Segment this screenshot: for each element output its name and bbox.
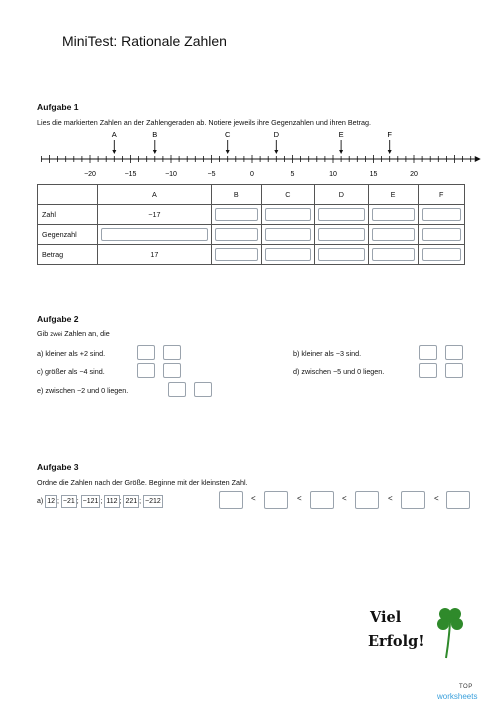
- answer-field[interactable]: [101, 228, 208, 241]
- mark-arrowhead: [226, 150, 230, 154]
- answer-field[interactable]: [372, 228, 415, 241]
- mark-label: B: [152, 130, 158, 139]
- col-header: A: [98, 185, 212, 205]
- table-row-zahl: [38, 205, 465, 225]
- order-box[interactable]: [355, 491, 379, 509]
- number-list: a) 12 ; −21 ; −121 ; 112 ; 221 ; −212: [37, 495, 163, 508]
- answer-box[interactable]: [445, 345, 463, 360]
- tick-label: −5: [207, 171, 216, 178]
- task2-heading: Aufgabe 2: [37, 314, 79, 324]
- tick-label: 10: [329, 171, 337, 178]
- task3-instruction: Ordne die Zahlen nach der Größe. Beginne mit der kleinsten Zahl.: [37, 478, 248, 487]
- number-chip[interactable]: −212: [143, 495, 163, 508]
- mark-arrowhead: [153, 150, 157, 154]
- col-header: C: [261, 185, 314, 205]
- number-chip[interactable]: −21: [61, 495, 77, 508]
- answer-box[interactable]: [163, 363, 181, 378]
- answer-box[interactable]: [445, 363, 463, 378]
- table-row-betrag: [38, 245, 465, 265]
- col-header: E: [368, 185, 418, 205]
- answer-box[interactable]: [137, 363, 155, 378]
- tick-label: 5: [290, 171, 295, 178]
- item-a: a) kleiner als +2 sind.: [37, 349, 106, 358]
- answer-table: [37, 184, 465, 265]
- item-b: b) kleiner als −3 sind.: [293, 349, 362, 358]
- mark-label: E: [338, 130, 344, 139]
- less-than-sign: <: [251, 494, 256, 503]
- col-header: B: [211, 185, 261, 205]
- viel-text: Viel: [370, 609, 402, 626]
- answer-field[interactable]: [318, 228, 364, 241]
- tick-label: −10: [165, 171, 177, 178]
- col-header: F: [418, 185, 465, 205]
- answer-box[interactable]: [194, 382, 212, 397]
- task2-intro: [37, 329, 110, 338]
- answer-box[interactable]: [163, 345, 181, 360]
- answer-box[interactable]: [419, 345, 437, 360]
- erfolg-text: Erfolg!: [368, 633, 425, 650]
- row-label: Gegenzahl: [38, 225, 98, 245]
- order-box[interactable]: [446, 491, 470, 509]
- col-header: D: [315, 185, 368, 205]
- answer-field[interactable]: [265, 208, 311, 221]
- answer-field[interactable]: [215, 228, 258, 241]
- intro-text: Zahlen an, die: [64, 329, 110, 338]
- answer-field[interactable]: [372, 208, 415, 221]
- mark-label: C: [224, 130, 231, 139]
- number-chip[interactable]: −121: [81, 495, 101, 508]
- item-c: c) größer als −4 sind.: [37, 367, 105, 376]
- answer-box[interactable]: [168, 382, 186, 397]
- less-than-sign: <: [388, 494, 393, 503]
- table-header-row: [38, 185, 465, 205]
- order-box[interactable]: [219, 491, 243, 509]
- less-than-sign: <: [342, 494, 347, 503]
- less-than-sign: <: [297, 494, 302, 503]
- cell-value: 17: [98, 245, 212, 265]
- answer-field[interactable]: [318, 248, 364, 261]
- number-line: [0, 128, 500, 180]
- order-box[interactable]: [401, 491, 425, 509]
- page-title: MiniTest: Rationale Zahlen: [62, 33, 227, 49]
- intro-text: Gib: [37, 329, 49, 338]
- mark-label: D: [273, 130, 280, 139]
- clover-icon: [432, 604, 468, 662]
- answer-field[interactable]: [372, 248, 415, 261]
- item-prefix: a): [37, 498, 44, 505]
- task1-instruction: Lies die markierten Zahlen an der Zahlengeraden ab. Notiere jeweils ihre Gegenzahlen und ihren Betrag.: [37, 118, 372, 127]
- number-chip[interactable]: 221: [123, 495, 139, 508]
- tick-label: 0: [250, 171, 254, 178]
- task3-heading: Aufgabe 3: [37, 462, 79, 472]
- answer-box[interactable]: [419, 363, 437, 378]
- answer-field[interactable]: [265, 248, 311, 261]
- item-d: d) zwischen −5 und 0 liegen.: [293, 367, 385, 376]
- answer-field[interactable]: [422, 208, 462, 221]
- answer-field[interactable]: [318, 208, 364, 221]
- number-chip[interactable]: 112: [104, 495, 119, 508]
- answer-field[interactable]: [422, 248, 462, 261]
- mark-arrowhead: [339, 150, 343, 154]
- order-box[interactable]: [264, 491, 288, 509]
- tick-label: 15: [369, 171, 378, 178]
- tick-label: −15: [124, 171, 137, 178]
- answer-box[interactable]: [137, 345, 155, 360]
- tick-label: 20: [410, 171, 418, 178]
- answer-field[interactable]: [215, 208, 258, 221]
- mark-arrowhead: [274, 150, 278, 154]
- mark-arrowhead: [388, 150, 392, 154]
- row-label: Zahl: [38, 205, 98, 225]
- order-box[interactable]: [310, 491, 334, 509]
- row-label: Betrag: [38, 245, 98, 265]
- number-chip[interactable]: 12: [45, 495, 57, 508]
- cell-value: −17: [98, 205, 212, 225]
- intro-small: zwei: [50, 332, 63, 338]
- answer-field[interactable]: [422, 228, 462, 241]
- logo-worksheets: worksheets: [437, 692, 478, 701]
- task1-heading: Aufgabe 1: [37, 102, 79, 112]
- logo-top: TOP: [459, 684, 473, 690]
- item-e: e) zwischen −2 und 0 liegen.: [37, 386, 129, 395]
- mark-arrowhead: [112, 150, 116, 154]
- answer-field[interactable]: [215, 248, 258, 261]
- table-row-gegenzahl: [38, 225, 465, 245]
- tick-label: −20: [84, 171, 96, 178]
- answer-field[interactable]: [265, 228, 311, 241]
- axis-arrow: [475, 156, 481, 162]
- mark-label: F: [387, 130, 392, 139]
- mark-label: A: [111, 130, 117, 139]
- less-than-sign: <: [434, 494, 439, 503]
